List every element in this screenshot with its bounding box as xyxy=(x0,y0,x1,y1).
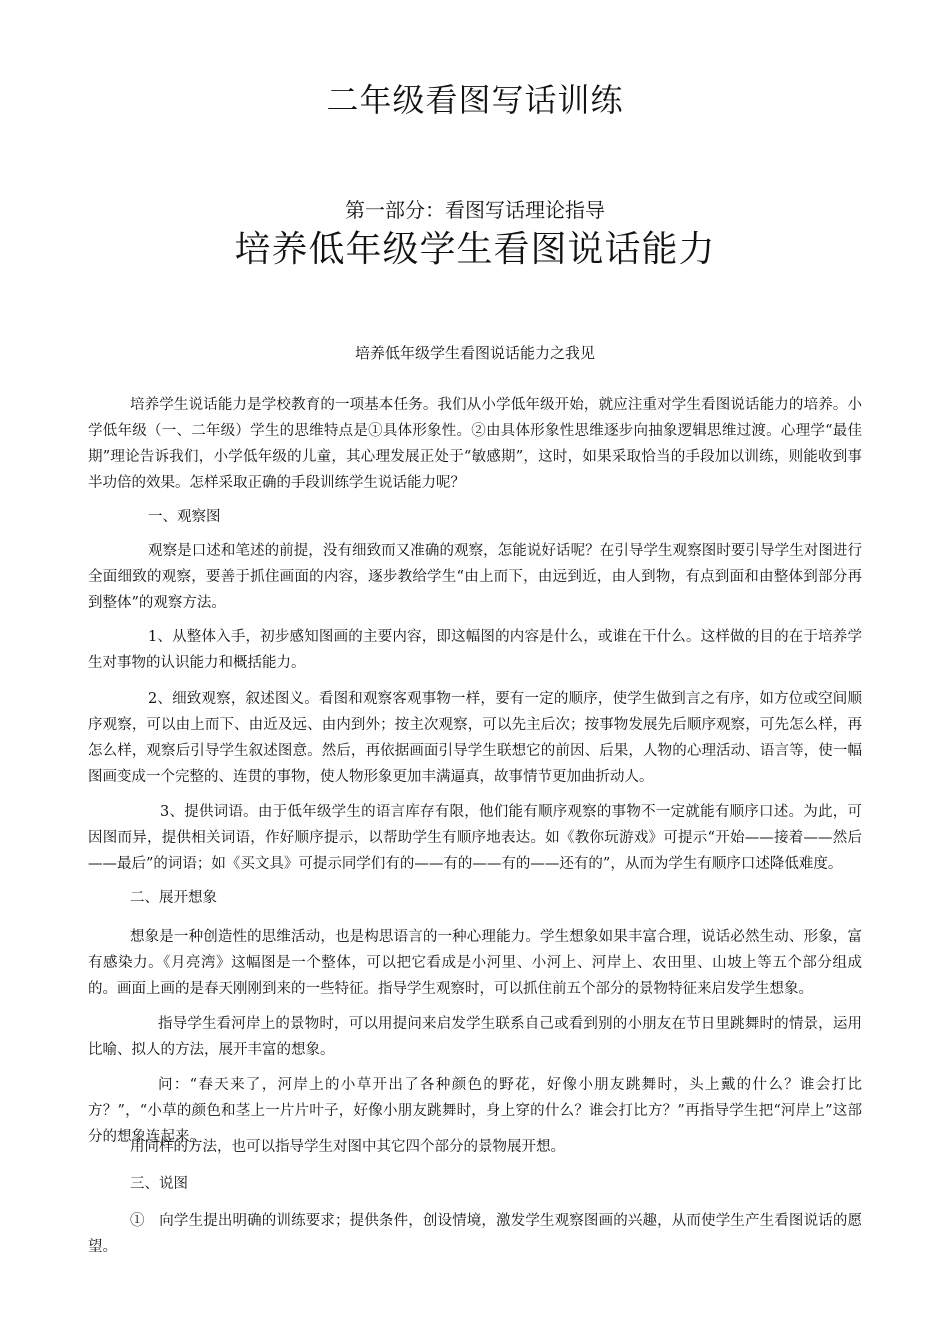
part-label: 第一部分：看图写话理论指导 xyxy=(345,198,605,222)
paragraph-observe-point-3: 3、提供词语。由于低年级学生的语言库存有限，他们能有顺序观察的事物不一定就能有顺序口述。为此，可因图而异，提供相关词语，作好顺序提示，以帮助学生有顺序地表达。如《教你玩游戏》可提示“开始——接着——然后——最后”的词语；如《买文具》可提示同学们有的——有的——有的——还有的”，从而为学生有顺序口述降低难度。 xyxy=(88,804,862,872)
paragraph-imagine-guide: 指导学生看河岸上的景物时，可以用提问来启发学生联系自己或看到别的小朋友在节日里跳舞时的情景，运用比喻、拟人的方法，展开丰富的想象。 xyxy=(88,1016,862,1058)
paragraph-speak-point-1: ① 向学生提出明确的训练要求；提供条件，创设情境，激发学生观察图画的兴趣，从而使学生产生看图说话的愿望。 xyxy=(88,1213,862,1255)
article-subheading: 培养低年级学生看图说话能力之我见 xyxy=(354,344,595,362)
paragraph-observe-point-1: 1、从整体入手，初步感知图画的主要内容，即这幅图的内容是什么，或谁在干什么。这样做的目的在于培养学生对事物的认识能力和概括能力。 xyxy=(88,629,862,671)
paragraph-observe-point-2: 2、细致观察，叙述图义。看图和观察客观事物一样，要有一定的顺序，使学生做到言之有序，如方位或空间顺序观察，可以由上而下、由近及远、由内到外；按主次观察，可以先主后次；按事物发展先后顺序观察，可先怎么样，再怎么样，观察后引导学生叙述图意。然后，再依据画面引导学生联想它的前因、后果，人物的心理活动、语言等，使一幅图画变成一个完整的、连贯的事物，使人物形象更加丰满逼真，故事情节更加曲折动人。 xyxy=(88,691,862,785)
paragraph-imagine-intro: 想象是一种创造性的思维活动，也是构思语言的一种心理能力。学生想象如果丰富合理，说话必然生动、形象，富有感染力。《月亮湾》这幅图是一个整体，可以把它看成是小河里、小河上、河岸上、农田里、山坡上等五个部分组成的。画面上画的是春天刚刚到来的一些特征。指导学生观察时，可以抓住前五个部分的景物特征来启发学生想象。 xyxy=(88,929,862,997)
section-heading-observe: 一、观察图 xyxy=(148,509,221,525)
main-heading: 培养低年级学生看图说话能力 xyxy=(234,229,716,270)
paragraph-imagine-question: 问：“春天来了，河岸上的小草开出了各种颜色的野花，好像小朋友跳舞时，头上戴的什么？谁会打比方？”，“小草的颜色和茎上一片片叶子，好像小朋友跳舞时，身上穿的什么？谁会打比方？”再指导学生把“河岸上”这部分的想象连起来。 xyxy=(88,1077,862,1145)
document-title: 二年级看图写话训练 xyxy=(326,81,624,119)
intro-paragraph: 培养学生说话能力是学校教育的一项基本任务。我们从小学低年级开始，就应注重对学生看图说话能力的培养。小学低年级（一、二年级）学生的思维特点是①具体形象性。②由具体形象性思维逐步向抽象逻辑思维过渡。心理学“最佳期”理论告诉我们，小学低年级的儿童，其心理发展正处于“敏感期”，这时，如果采取恰当的手段加以训练，则能收到事半功倍的效果。怎样采取正确的手段训练学生说话能力呢？ xyxy=(88,397,862,491)
paragraph-imagine-method: 用同样的方法，也可以指导学生对图中其它四个部分的景物展开想。 xyxy=(130,1139,565,1155)
section-heading-speak: 三、说图 xyxy=(130,1176,188,1192)
paragraph-observe-intro: 观察是口述和笔述的前提，没有细致而又准确的观察，怎能说好话呢？在引导学生观察图时要引导学生对图进行全面细致的观察，要善于抓住画面的内容，逐步教给学生“由上而下，由远到近，由人到物，有点到面和由整体到部分再到整体”的观察方法。 xyxy=(88,543,862,611)
section-heading-imagine: 二、展开想象 xyxy=(130,890,217,906)
